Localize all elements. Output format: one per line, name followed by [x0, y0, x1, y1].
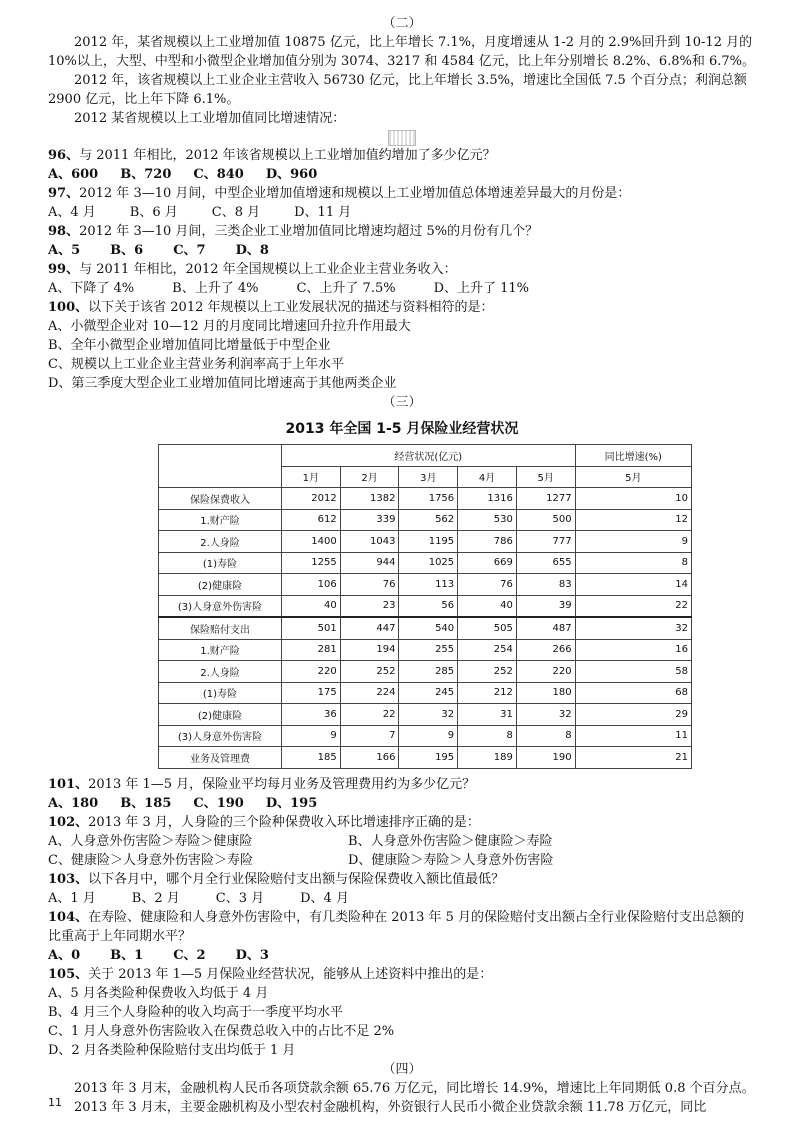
- table-cell: 76: [458, 574, 517, 596]
- table-cell: 255: [399, 639, 458, 661]
- table-cell: 530: [458, 509, 517, 531]
- table-cell: 9: [282, 725, 341, 747]
- month-header: 3月: [399, 466, 458, 488]
- table-cell: 220: [282, 661, 341, 683]
- section3-heading: （三）: [382, 395, 422, 410]
- row-label: (2)健康险: [159, 574, 282, 596]
- table-cell: 655: [516, 552, 575, 574]
- question-105: 105、关于 2013 年 1—5 月保险业经营状况，能够从上述资料中推出的是： A、5 月各类险种保费收入均低于 4 月 B、4 月三个人身险种的收入均高于一季度平均水平 C、1 月人身意外伤害险收入在保费总收入中的占比不足 2% D、2 月各类险种保险赔付支出均低于 1 月: [48, 966, 493, 1058]
- table-cell: 16: [575, 639, 691, 661]
- table-cell: 194: [340, 639, 399, 661]
- table-row: [159, 531, 692, 553]
- table-cell: 14: [575, 574, 691, 596]
- table-cell: 7: [340, 725, 399, 747]
- table-cell: 1756: [399, 488, 458, 510]
- header-operations: 经营状况(亿元): [282, 445, 576, 467]
- table-row: [159, 682, 692, 704]
- question-100: 100、以下关于该省 2012 年规模以上工业发展状况的描述与资料相符的是： A、小微型企业对 10—12 月的月度同比增速回升拉升作用最大 B、全年小微型企业增加值同比增量低于中型企业 C、规模以上工业企业主营业务利润率高于上年水平 D、第三季度大型企业工业增加值同比增速高于其他两类企业: [48, 300, 494, 391]
- table-cell: 220: [516, 661, 575, 683]
- table-cell: 562: [399, 509, 458, 531]
- month-header: 5月: [516, 466, 575, 488]
- table-cell: 505: [458, 617, 517, 639]
- table-row: [159, 509, 692, 531]
- question-96: 96、与 2011 年相比，2012 年该省规模以上工业增加值约增加了多少亿元？ A、600 B、720 C、840 D、960: [48, 148, 496, 182]
- chart-caption: 2012 某省规模以上工业增加值同比增速情况：: [74, 111, 346, 126]
- table-row: [159, 747, 692, 769]
- section4-paragraph-2: 2013 年 3 月末，主要金融机构及小型农村金融机构，外资银行人民币小微企业贷款余额 11.78 万亿元，同比: [74, 1099, 707, 1115]
- table-cell: 786: [458, 531, 517, 553]
- month-header: 1月: [282, 466, 341, 488]
- question-101: 101、2013 年 1—5 月，保险业平均每月业务及管理费用约为多少亿元？ A、180 B、185 C、190 D、195: [48, 776, 476, 811]
- table-cell: 23: [340, 595, 399, 617]
- table-cell: 31: [458, 704, 517, 726]
- table-cell: 106: [282, 574, 341, 596]
- document-page: [48, 14, 756, 1117]
- table-cell: 777: [516, 531, 575, 553]
- table-cell: 1043: [340, 531, 399, 553]
- table-cell: 252: [458, 661, 517, 683]
- table-cell: 281: [282, 639, 341, 661]
- table-cell: 1400: [282, 531, 341, 553]
- table-title: 2013 年全国 1-5 月保险业经营状况: [285, 421, 519, 437]
- row-label: (3)人身意外伤害险: [159, 725, 282, 747]
- table-cell: 285: [399, 661, 458, 683]
- table-cell: 32: [575, 617, 691, 639]
- table-cell: 83: [516, 574, 575, 596]
- month-header: 4月: [458, 466, 517, 488]
- row-label: 2.人身险: [159, 661, 282, 683]
- question-104: 104、在寿险、健康险和人身意外伤害险中，有几类险种在 2013 年 5 月的保险赔付支出额占全行业保险赔付支出总额的比重高于上年同期水平？ A、0 B、1 C、2 D、3: [48, 909, 745, 963]
- table-cell: 56: [399, 595, 458, 617]
- table-cell: 189: [458, 747, 517, 769]
- question-99: 99、与 2011 年相比，2012 年全国规模以上工业企业主营业务收入： A、下降了 4% B、上升了 4% C、上升了 7.5% D、上升了 11%: [48, 262, 530, 296]
- table-cell: 252: [340, 661, 399, 683]
- row-label: (1)寿险: [159, 682, 282, 704]
- table-cell: 10: [575, 488, 691, 510]
- table-cell: 8: [516, 725, 575, 747]
- table-row: [159, 704, 692, 726]
- table-cell: 12: [575, 509, 691, 531]
- insurance-table: [158, 444, 692, 769]
- table-cell: 1195: [399, 531, 458, 553]
- table-body: [159, 488, 692, 769]
- table-row: [159, 639, 692, 661]
- chart-thumbnail-image: [388, 130, 416, 146]
- table-cell: 175: [282, 682, 341, 704]
- page-number: 11: [48, 1096, 62, 1109]
- table-cell: 540: [399, 617, 458, 639]
- question-103: 103、以下各月中，哪个月全行业保险赔付支出额与保险保费收入额比值最低？ A、1 月 B、2 月 C、3 月 D、4 月: [48, 871, 505, 906]
- table-cell: 68: [575, 682, 691, 704]
- table-cell: 487: [516, 617, 575, 639]
- table-cell: 245: [399, 682, 458, 704]
- table-cell: 1316: [458, 488, 517, 510]
- table-cell: 22: [340, 704, 399, 726]
- table-cell: 195: [399, 747, 458, 769]
- table-cell: 22: [575, 595, 691, 617]
- section4-paragraph-1: 2013 年 3 月末，金融机构人民币各项贷款余额 65.76 万亿元，同比增长 14.9%，增速比上年同期低 0.8 个百分点。: [74, 1080, 755, 1096]
- table-cell: 1255: [282, 552, 341, 574]
- table-row: [159, 552, 692, 574]
- table-cell: 612: [282, 509, 341, 531]
- row-label: 2.人身险: [159, 531, 282, 553]
- table-cell: 190: [516, 747, 575, 769]
- month-header: 5月: [575, 466, 691, 488]
- table-cell: 266: [516, 639, 575, 661]
- table-cell: 501: [282, 617, 341, 639]
- table-cell: 1025: [399, 552, 458, 574]
- month-header: 2月: [340, 466, 399, 488]
- table-cell: 29: [575, 704, 691, 726]
- row-label: 1.财产险: [159, 509, 282, 531]
- table-cell: 36: [282, 704, 341, 726]
- table-cell: 2012: [282, 488, 341, 510]
- section4-heading: （四）: [382, 1061, 422, 1077]
- table-cell: 500: [516, 509, 575, 531]
- table-cell: 185: [282, 747, 341, 769]
- table-cell: 212: [458, 682, 517, 704]
- table-cell: 113: [399, 574, 458, 596]
- section2-paragraph-1: 2012 年，某省规模以上工业增加值 10875 亿元，比上年增长 7.1%，月度增速从 1-2 月的 2.9%回升到 10-12 月的 10%以上，大型、中型和小微型企业增加值分别为 3074、3217 和 4584 亿元，比上年分别增长 8.2%、6.8%和 6.7%。: [48, 35, 756, 69]
- row-label: 业务及管理费: [159, 747, 282, 769]
- table-cell: 1277: [516, 488, 575, 510]
- row-label: 1.财产险: [159, 639, 282, 661]
- table-cell: 32: [399, 704, 458, 726]
- table-cell: 339: [340, 509, 399, 531]
- table-cell: 447: [340, 617, 399, 639]
- table-row: [159, 725, 692, 747]
- table-cell: 21: [575, 747, 691, 769]
- table-cell: 669: [458, 552, 517, 574]
- table-corner: [159, 445, 282, 488]
- table-row: [159, 488, 692, 510]
- question-102: 102、2013 年 3 月，人身险的三个险种保费收入环比增速排序正确的是： A、人身意外伤害险＞寿险＞健康险 B、人身意外伤害险＞健康险＞寿险 C、健康险＞人身意外伤害险＞寿险 D、健康险＞寿险＞人身意外伤害险: [48, 814, 554, 868]
- table-cell: 11: [575, 725, 691, 747]
- table-cell: 1382: [340, 488, 399, 510]
- section2-paragraph-2: 2012 年，该省规模以上工业企业主营收入 56730 亿元，比上年增长 3.5%，增速比全国低 7.5 个百分点；利润总额 2900 亿元，比上年下降 6.1%。: [48, 73, 747, 107]
- row-label: 保险保费收入: [159, 488, 282, 510]
- question-97: 97、2012 年 3—10 月间，中型企业增加值增速和规模以上工业增加值总体增速差异最大的月份是： A、4 月 B、6 月 C、8 月 D、11 月: [48, 186, 631, 220]
- table-cell: 8: [575, 552, 691, 574]
- header-growth: 同比增速(%): [575, 445, 691, 467]
- table-cell: 39: [516, 595, 575, 617]
- table-cell: 32: [516, 704, 575, 726]
- table-cell: 9: [399, 725, 458, 747]
- table-cell: 224: [340, 682, 399, 704]
- section2-heading: （二）: [382, 16, 422, 31]
- table-row: [159, 617, 692, 639]
- table-cell: 180: [516, 682, 575, 704]
- table-cell: 58: [575, 661, 691, 683]
- question-98: 98、2012 年 3—10 月间，三类企业工业增加值同比增速均超过 5%的月份有几个？ A、5 B、6 C、7 D、8: [48, 224, 539, 258]
- table-row: [159, 595, 692, 617]
- row-label: 保险赔付支出: [159, 617, 282, 639]
- table-cell: 40: [282, 595, 341, 617]
- table-cell: 8: [458, 725, 517, 747]
- table-row: [159, 574, 692, 596]
- table-cell: 944: [340, 552, 399, 574]
- table-cell: 76: [340, 574, 399, 596]
- row-label: (3)人身意外伤害险: [159, 595, 282, 617]
- row-label: (2)健康险: [159, 704, 282, 726]
- table-cell: 9: [575, 531, 691, 553]
- table-cell: 254: [458, 639, 517, 661]
- table-row: [159, 661, 692, 683]
- table-cell: 40: [458, 595, 517, 617]
- chart-thumbnail-row: [48, 128, 756, 146]
- row-label: (1)寿险: [159, 552, 282, 574]
- table-cell: 166: [340, 747, 399, 769]
